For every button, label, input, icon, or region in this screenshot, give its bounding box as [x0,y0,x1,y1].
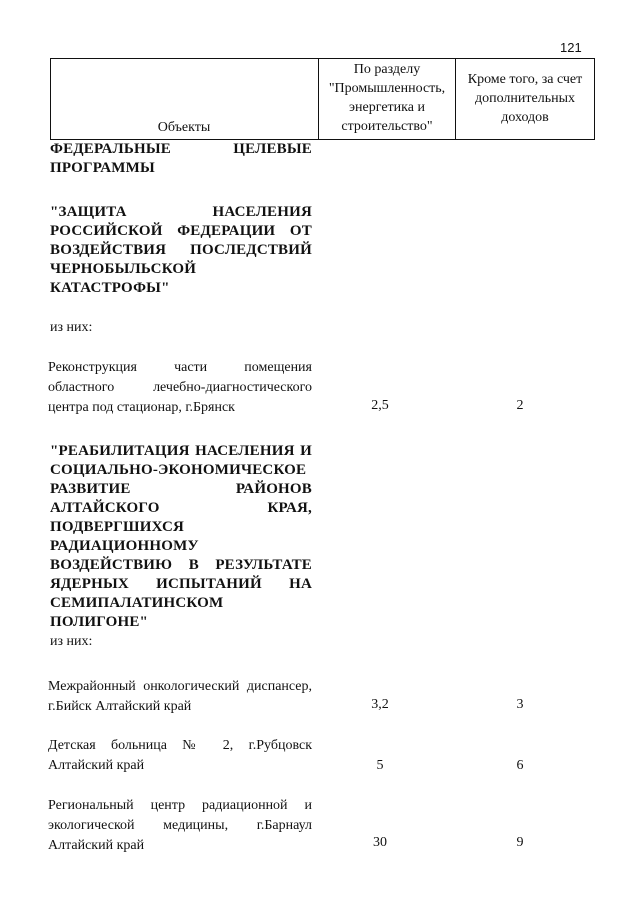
section-value: 30 [373,835,387,850]
additional-value: 3 [516,697,524,712]
list-item: Межрайонный онкологический диспансер, г.Бийск Алтайский край [48,679,312,714]
section-value: 3,2 [371,697,389,712]
additional-value: 2 [516,398,524,413]
header-divider-2 [455,58,456,140]
additional-value: 9 [516,835,524,850]
list-item: Региональный центр радиационной и экологической медицины, г.Барнаул Алтайский край [48,798,312,853]
program-title-2: "РЕАБИЛИТАЦИЯ НАСЕЛЕНИЯ И СОЦИАЛЬНО-ЭКОНОМИЧЕСКОЕ РАЗВИТИЕ РАЙОНОВ АЛТАЙСКОГО КРАЯ, ПОДВЕРГШИХСЯ РАДИАЦИОННОМУ ВОЗДЕЙСТВИЮ В РЕЗУЛЬТАТЕ ЯДЕРНЫХ ИСПЫТАНИЙ НА СЕМИПАЛАТИНСКОМ ПОЛИГОНЕ" [50,443,312,630]
section-value: 5 [376,758,384,773]
of-which-label-2: из них: [50,634,93,649]
section-value: 2,5 [371,398,389,413]
list-item: Детская больница № 2, г.Рубцовск Алтайский край [48,738,312,773]
program-title-1: "ЗАЩИТА НАСЕЛЕНИЯ РОССИЙСКОЙ ФЕДЕРАЦИИ ОТ ВОЗДЕЙСТВИЯ ПОСЛЕДСТВИЙ ЧЕРНОБЫЛЬСКОЙ КАТАСТРОФЫ" [50,204,312,296]
header-additional: Кроме того, за счет дополнительных доходов [467,72,583,125]
page-number: 121 [560,40,582,55]
list-item: Реконструкция части помещения областного лечебно-диагностического центра под стационар, г.Брянск [48,360,312,415]
header-top-rule [50,58,595,59]
additional-value: 6 [516,758,524,773]
of-which-label-1: из них: [50,320,93,335]
header-divider-1 [318,58,319,140]
header-objects: Объекты [157,120,211,135]
header-left-border [50,58,51,140]
program-group-title: ФЕДЕРАЛЬНЫЕ ЦЕЛЕВЫЕ ПРОГРАММЫ [50,141,312,176]
header-right-border [594,58,595,140]
header-section: По разделу "Промышленность, энергетика и строительство" [328,62,446,134]
